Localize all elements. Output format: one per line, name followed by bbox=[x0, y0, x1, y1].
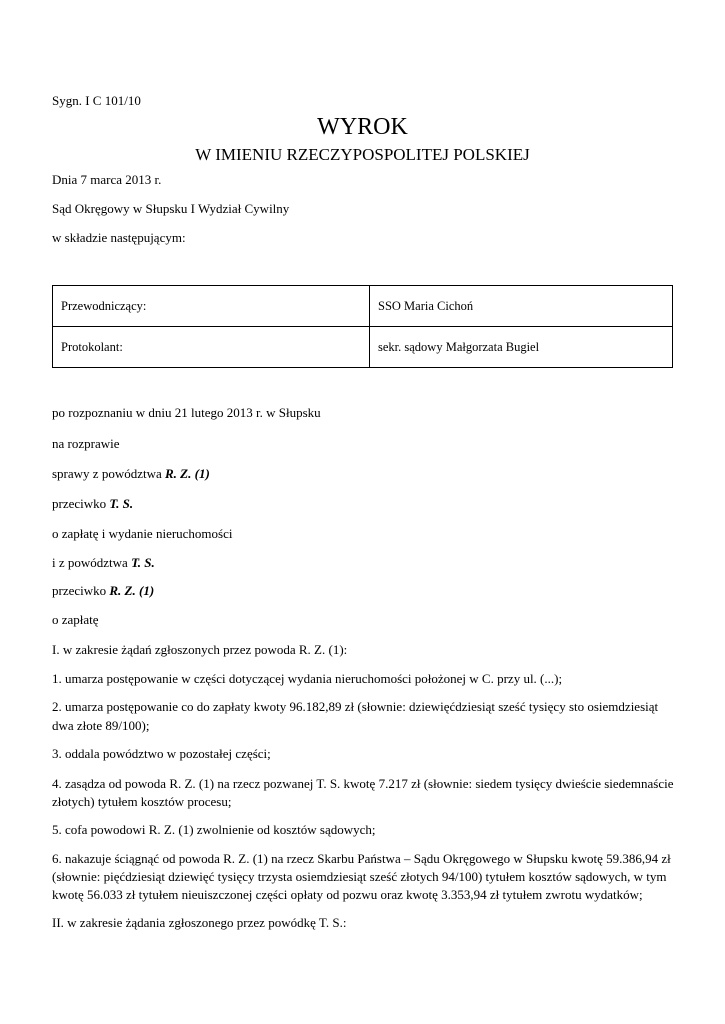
ruling-item-2-line-1: 2. umarza postępowanie co do zapłaty kwoty 96.182,89 zł (słownie: dziewięćdziesiąt sześć tysięcy sto osiemdziesiąt bbox=[52, 699, 659, 714]
case2-subject: o zapłatę bbox=[52, 612, 99, 627]
role-cell: Przewodniczący: bbox=[53, 286, 370, 327]
ruling-item-4-line-2: złotych) tytułem kosztów procesu; bbox=[52, 794, 232, 809]
composition-intro: w składzie następującym: bbox=[52, 230, 186, 245]
person-cell: SSO Maria Cichoń bbox=[370, 286, 673, 327]
section-2-heading: II. w zakresie żądania zgłoszonego przez powódkę T. S.: bbox=[52, 915, 347, 930]
document-subtitle: W IMIENIU RZECZYPOSPOLITEJ POLSKIEJ bbox=[195, 145, 530, 164]
case2-defendant-line bbox=[52, 583, 154, 599]
ruling-item-5: 5. cofa powodowi R. Z. (1) zwolnienie od kosztów sądowych; bbox=[52, 822, 376, 837]
judgment-date: Dnia 7 marca 2013 r. bbox=[52, 172, 162, 187]
case-number: Sygn. I C 101/10 bbox=[52, 93, 141, 108]
ruling-item-6-line-2: (słownie: pięćdziesiąt dziewięć tysięcy trzysta osiemdziesiąt sześć złotych 94/100) tytułem kosztów sądowych, w tym bbox=[52, 869, 667, 884]
table-row bbox=[53, 286, 673, 327]
court-name: Sąd Okręgowy w Słupsku I Wydział Cywilny bbox=[52, 201, 290, 216]
case1-plaintiff: R. Z. (1) bbox=[165, 466, 210, 481]
section-1-heading: I. w zakresie żądań zgłoszonych przez powoda R. Z. (1): bbox=[52, 642, 348, 657]
case1-prefix: sprawy z powództwa bbox=[52, 466, 165, 481]
hearing-type: na rozprawie bbox=[52, 436, 120, 451]
role-cell: Protokolant: bbox=[53, 327, 370, 368]
person-cell: sekr. sądowy Małgorzata Bugiel bbox=[370, 327, 673, 368]
ruling-item-6-line-1: 6. nakazuje ściągnąć od powoda R. Z. (1) na rzecz Skarbu Państwa – Sądu Okręgowego w Słupsku kwotę 59.386,94 zł bbox=[52, 851, 671, 866]
ruling-item-3: 3. oddala powództwo w pozostałej części; bbox=[52, 746, 271, 761]
case1-defendant-line bbox=[52, 496, 133, 512]
table-row bbox=[53, 327, 673, 368]
ruling-item-6-line-3: kwotę 56.033 zł tytułem nieuiszczonej części opłaty od pozwu oraz kwotę 3.353,94 zł tytułem zwrotu wydatków; bbox=[52, 887, 643, 902]
case2-plaintiff-line bbox=[52, 555, 155, 571]
ruling-item-2-line-2: dwa złote 89/100); bbox=[52, 718, 150, 733]
composition-table bbox=[52, 285, 673, 368]
ruling-item-1: 1. umarza postępowanie w części dotyczącej wydania nieruchomości położonej w C. przy ul. (...); bbox=[52, 671, 563, 686]
case1-against: przeciwko bbox=[52, 496, 110, 511]
case2-defendant: R. Z. (1) bbox=[109, 583, 155, 598]
case2-plaintiff: T. S. bbox=[131, 555, 155, 570]
case1-defendant: T. S. bbox=[109, 496, 134, 511]
document-title: WYROK bbox=[317, 114, 408, 140]
ruling-item-4-line-1: 4. zasądza od powoda R. Z. (1) na rzecz pozwanej T. S. kwotę 7.217 zł (słownie: siedem tysięcy dwieście siedemnaście bbox=[52, 776, 674, 791]
case1-subject: o zapłatę i wydanie nieruchomości bbox=[52, 526, 233, 541]
case1-plaintiff-line bbox=[52, 466, 210, 482]
case2-prefix: i z powództwa bbox=[52, 555, 132, 570]
case2-against: przeciwko bbox=[52, 583, 110, 598]
hearing-line: po rozpoznaniu w dniu 21 lutego 2013 r. w Słupsku bbox=[52, 405, 321, 420]
